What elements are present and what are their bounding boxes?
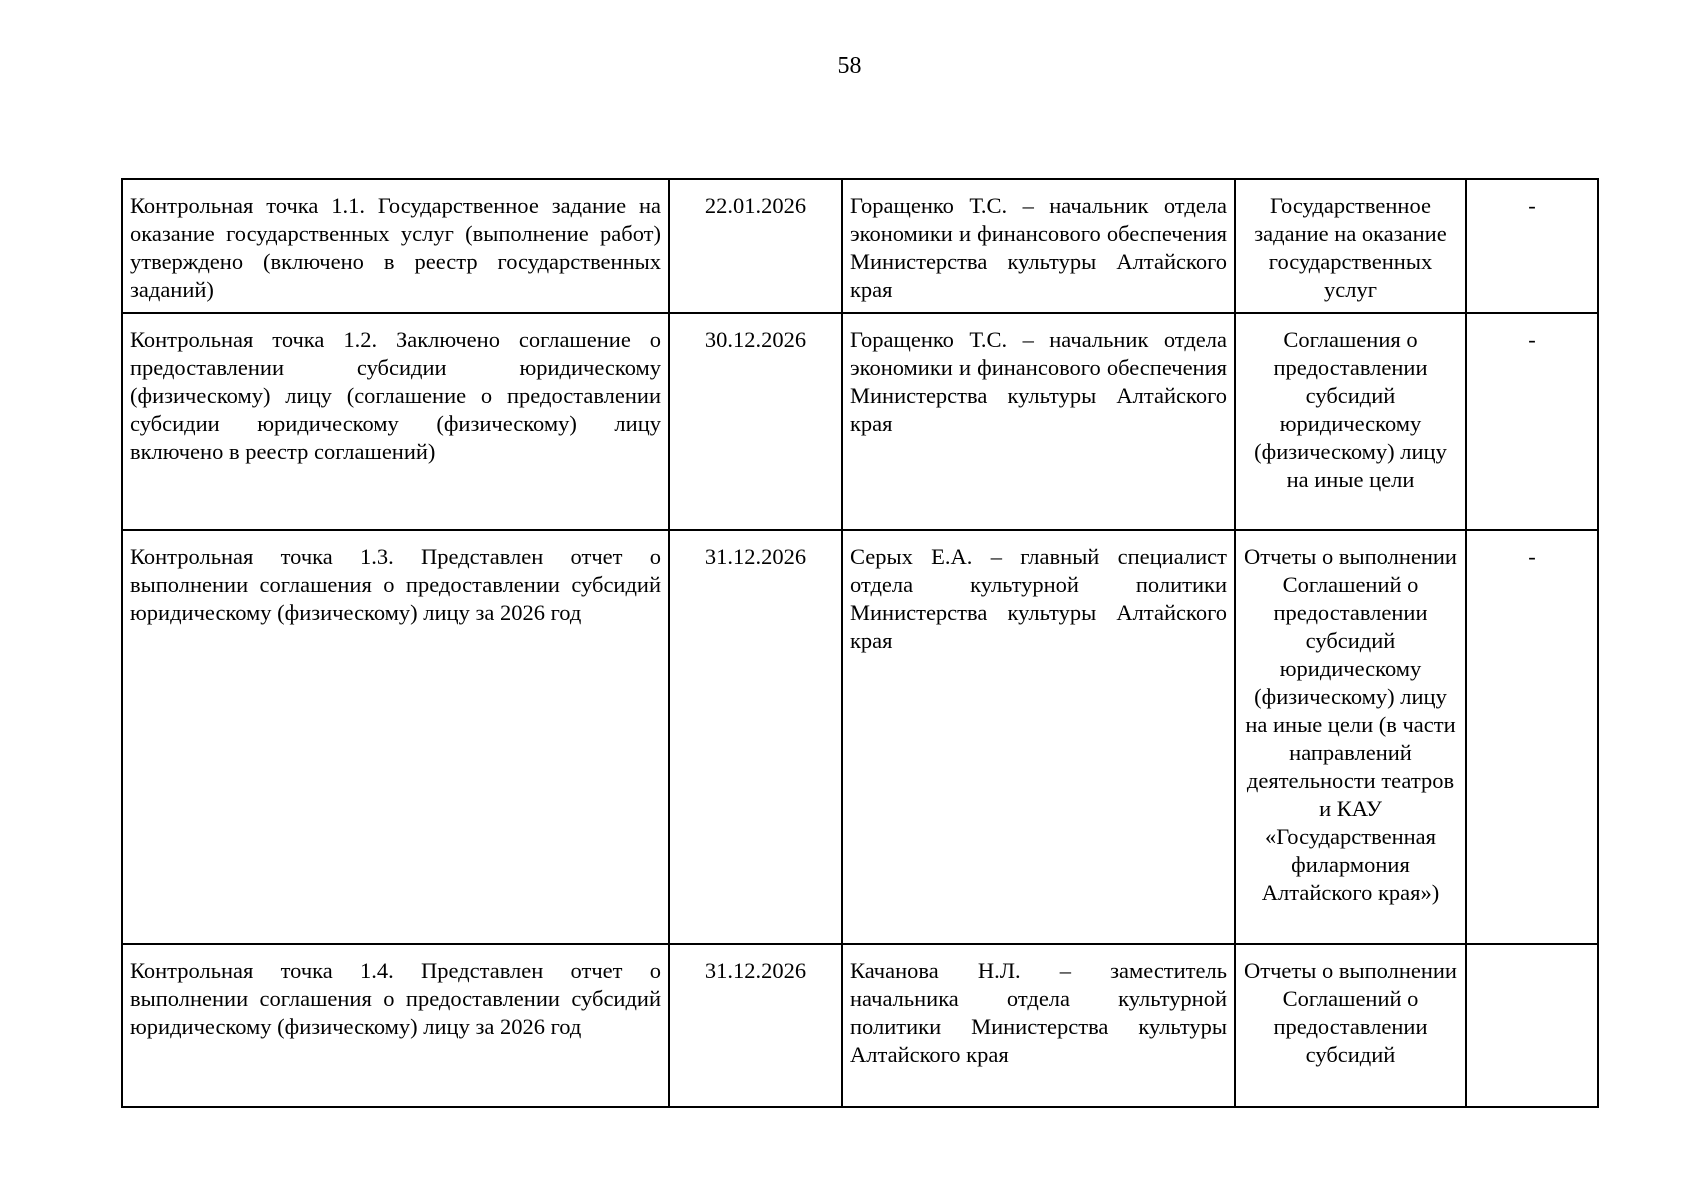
checkpoint-responsible: Горащенко Т.С. – начальник отдела экономики и финансового обеспечения Министерства культуры Алтайского края [842, 179, 1235, 313]
table-row [122, 313, 1598, 530]
control-points-table [121, 178, 1599, 1108]
checkpoint-document: Отчеты о выполнении Соглашений о предоставлении субсидий юридическому (физическому) лицу на иные цели (в части направлений деятельности театров и КАУ «Государственная филармония Алтайского края») [1235, 530, 1466, 944]
checkpoint-date: 31.12.2026 [669, 944, 842, 1107]
checkpoint-note: - [1466, 179, 1598, 313]
checkpoint-date: 22.01.2026 [669, 179, 842, 313]
checkpoint-date: 30.12.2026 [669, 313, 842, 530]
checkpoint-responsible: Горащенко Т.С. – начальник отдела экономики и финансового обеспечения Министерства культуры Алтайского края [842, 313, 1235, 530]
checkpoint-note: - [1466, 530, 1598, 944]
checkpoint-description: Контрольная точка 1.2. Заключено соглашение о предоставлении субсидии юридическому (физическому) лицу (соглашение о предоставлении субсидии юридическому (физическому) лицу включено в реестр соглашений) [122, 313, 669, 530]
table-row [122, 944, 1598, 1107]
checkpoint-responsible: Серых Е.А. – главный специалист отдела культурной политики Министерства культуры Алтайского края [842, 530, 1235, 944]
table-row [122, 530, 1598, 944]
checkpoint-note [1466, 944, 1598, 1107]
checkpoint-description: Контрольная точка 1.4. Представлен отчет о выполнении соглашения о предоставлении субсидий юридическому (физическому) лицу за 2026 год [122, 944, 669, 1107]
checkpoint-document: Отчеты о выполнении Соглашений о предоставлении субсидий [1235, 944, 1466, 1107]
page-number: 58 [837, 53, 862, 79]
checkpoint-responsible: Качанова Н.Л. – заместитель начальника отдела культурной политики Министерства культуры Алтайского края [842, 944, 1235, 1107]
checkpoint-document: Соглашения о предоставлении субсидий юридическому (физическому) лицу на иные цели [1235, 313, 1466, 530]
checkpoint-note: - [1466, 313, 1598, 530]
checkpoint-description: Контрольная точка 1.1. Государственное задание на оказание государственных услуг (выполнение работ) утверждено (включено в реестр государственных заданий) [122, 179, 669, 313]
checkpoint-date: 31.12.2026 [669, 530, 842, 944]
checkpoint-document: Государственное задание на оказание государственных услуг [1235, 179, 1466, 313]
table-row [122, 179, 1598, 313]
checkpoint-description: Контрольная точка 1.3. Представлен отчет о выполнении соглашения о предоставлении субсидий юридическому (физическому) лицу за 2026 год [122, 530, 669, 944]
